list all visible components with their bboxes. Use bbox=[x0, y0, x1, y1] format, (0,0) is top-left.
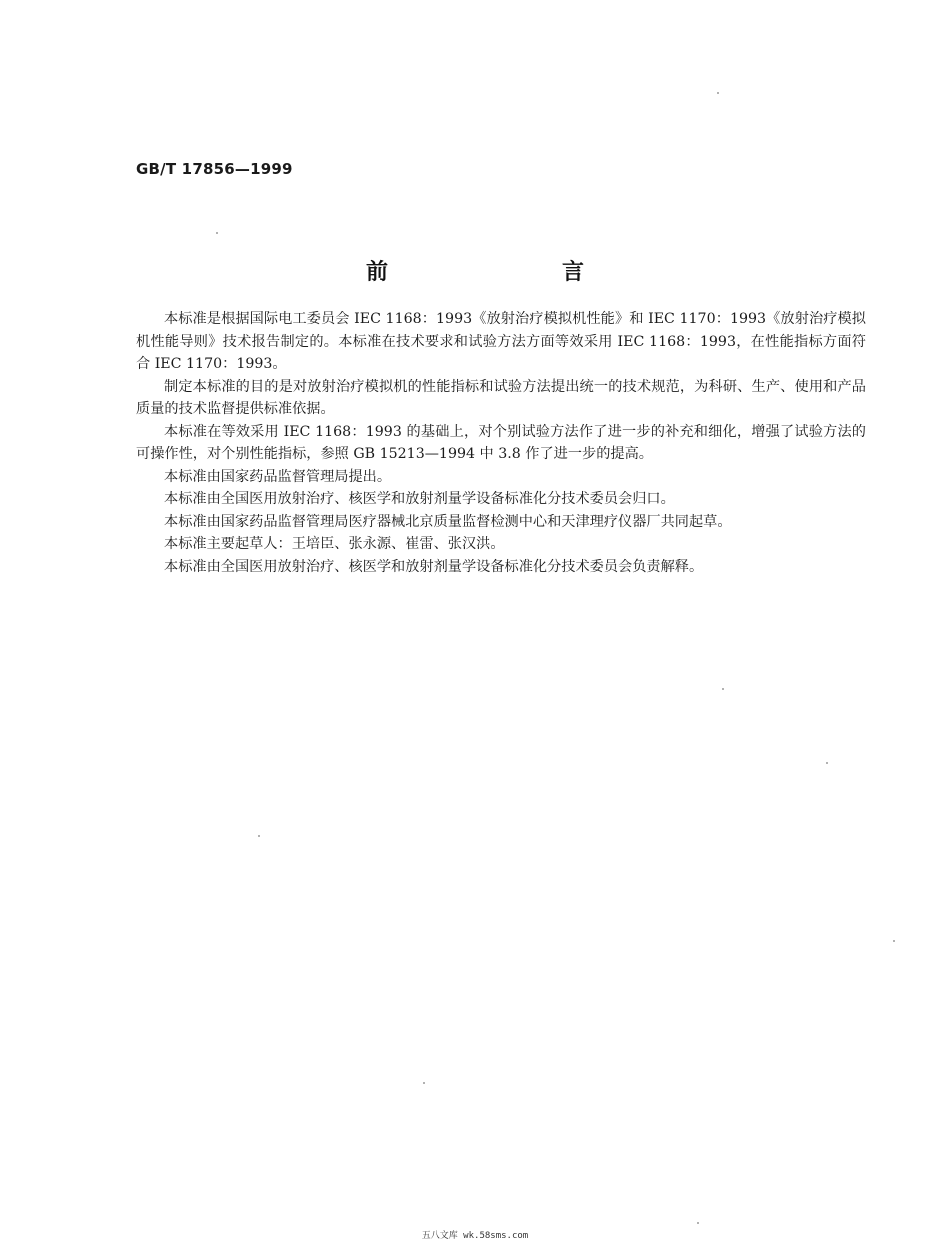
paragraph: 本标准是根据国际电工委员会 IEC 1168：1993《放射治疗模拟机性能》和 IEC 1170：1993《放射治疗模拟机性能导则》技术报告制定的。本标准在技术要求和试验方法方面等效采用 IEC 1168：1993，在性能指标方面符合 IEC 1170：1993。 bbox=[136, 311, 866, 372]
scan-speck bbox=[258, 835, 260, 837]
scan-speck bbox=[826, 762, 828, 764]
scan-speck bbox=[717, 92, 719, 94]
page-title: 前 言 bbox=[365, 260, 660, 285]
paragraph: 制定本标准的目的是对放射治疗模拟机的性能指标和试验方法提出统一的技术规范，为科研、生产、使用和产品质量的技术监督提供标准依据。 bbox=[136, 378, 866, 417]
scan-speck bbox=[216, 232, 218, 234]
paragraph: 本标准在等效采用 IEC 1168：1993 的基础上，对个别试验方法作了进一步的补充和细化，增强了试验方法的可操作性，对个别性能指标，参照 GB 15213—1994 中 3.8 作了进一步的提高。 bbox=[136, 423, 866, 462]
standard-number: GB/T 17856—1999 bbox=[136, 160, 293, 178]
scan-speck bbox=[423, 1082, 425, 1084]
scan-speck bbox=[722, 688, 724, 690]
paragraph: 本标准由全国医用放射治疗、核医学和放射剂量学设备标准化分技术委员会负责解释。 bbox=[164, 558, 704, 575]
paragraph: 本标准由全国医用放射治疗、核医学和放射剂量学设备标准化分技术委员会归口。 bbox=[164, 491, 675, 507]
footer-watermark: 五八文库 wk.58sms.com bbox=[421, 1231, 529, 1241]
paragraph: 本标准主要起草人：王培臣、张永源、崔雷、张汉洪。 bbox=[164, 536, 505, 552]
foreword-body bbox=[136, 308, 866, 578]
paragraph: 本标准由国家药品监督管理局医疗器械北京质量监督检测中心和天津理疗仪器厂共同起草。 bbox=[164, 513, 732, 530]
scan-speck bbox=[893, 940, 895, 942]
scan-speck bbox=[697, 1222, 699, 1224]
paragraph: 本标准由国家药品监督管理局提出。 bbox=[164, 468, 392, 485]
